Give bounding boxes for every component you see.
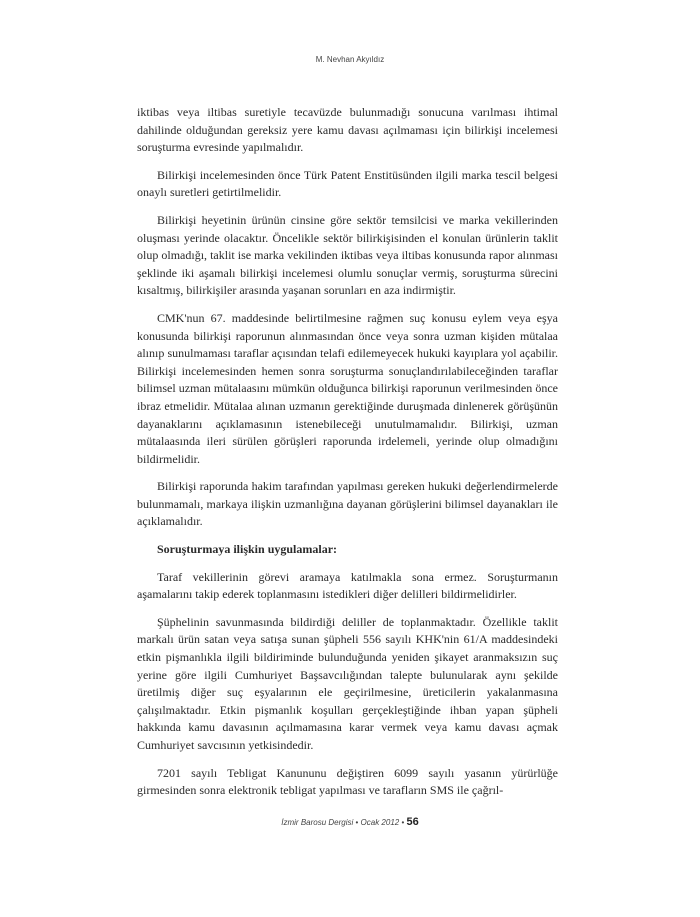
paragraph: iktibas veya iltibas suretiyle tecavüzde bulunmadığı sonucuna varılması ihtimal dahilinde olduğundan gereksiz yere kamu davası açılmaması için bilirkişi incelemesi soruşturma evresinde yapılmalıdır. [137,105,558,155]
paragraph: CMK'nun 67. maddesinde belirtilmesine rağmen suç konusu eylem veya eşya konusunda bilirkişi raporunun alınmasından önce veya sonra uzman kişiden mütalaa alınıp sunulmaması taraflar açısından telafi edilemeyecek hukuki kayıplara yol açabilir. Bilirkişi incelemesinden hemen sonra soruşturma sonuçlandırılabileceğinden taraflar bilimsel uzman mütalaasını mümkün olduğunca bilirkişi raporunun verilmesinden önce ibraz etmelidir. Mütalaa alınan uzmanın gerektiğinde duruşmada dinlenerek görüşünün dayanaklarını açıklamasının istenebileceği unutulmamalıdır. Bilirkişi, uzman mütalaasında ileri sürülen görüşleri raporunda irdelemeli, yerinde olup olmadığını bildirmelidir. [137,310,558,466]
paragraph: Bilirkişi raporunda hakim tarafından yapılması gereken hukuki değerlendirmelerde bulunmamalı, markaya ilişkin uzmanlığına dayanan görüşlerini bilimsel dayanakları ile açıklamalıdır. [137,479,558,529]
issue-date: Ocak 2012 [360,818,400,827]
journal-name: İzmir Barosu Dergisi [281,818,354,827]
paragraph: 7201 sayılı Tebligat Kanununu değiştiren 6099 sayılı yasanın yürürlüğe girmesinden sonra elektronik tebligat yapılması ve tarafların SMS ile çağrıl- [137,765,558,798]
page-number: 56 [406,816,419,828]
footer-separator: • [353,818,361,827]
paragraph: Taraf vekillerinin görevi aramaya katılmakla sona ermez. Soruşturmanın aşamalarını takip ederek toplanmasını istedikleri diğer delilleri bildirmelidirler. [137,569,558,602]
paragraph: Şüphelinin savunmasında bildirdiği deliller de toplanmaktadır. Özellikle taklit markalı ürün satan veya satışa sunan şüpheli 556 sayılı KHK'nin 61/A maddesindeki etkin pişmanlıkla ilgili bildiriminde bulunduğunda yeniden şikayet aranmaksızın suç yerine göre ilgili Cumhuriyet Başsavcılığından talepte bulunularak aynı şekilde üretilmiş diğer suç eşyalarının ele geçirilmesine, üreticilerin yakalanmasına çalışılmaktadır. Etkin pişmanlık koşulları gerçekleştiğinde ihban yapan şüpheli hakkında kamu davasının açılmamasına karar vermek veya kamu davası açmak Cumhuriyet savcısının yetkisindedir. [137,614,558,752]
paragraph: Bilirkişi incelemesinden önce Türk Patent Enstitüsünden ilgili marka tescil belgesi onaylı suretleri getirtilmelidir. [137,167,558,200]
body-text [137,104,558,810]
section-heading: Soruşturmaya ilişkin uygulamalar: [157,542,338,557]
footer-separator: • [399,818,407,827]
running-header-author: M. Nevhan Akyıldız [315,55,385,64]
paragraph: Bilirkişi heyetinin ürünün cinsine göre sektör temsilcisi ve marka vekillerinden oluşması yerinde olacaktır. Öncelikle sektör bilirkişisinden el konulan ürünlerin taklit olup olmadığı, taklit ise marka vekilinden iktibas veya iltibas konusunda rapor alınması şeklinde iki aşamalı bilirkişi incelemesi olumlu sonuçlar vermiş, soruşturma sürecini kısaltmış, bilirkişiler arasında yaşanan sorunları en aza indirmiştir. [137,212,558,298]
running-footer [0,816,700,828]
